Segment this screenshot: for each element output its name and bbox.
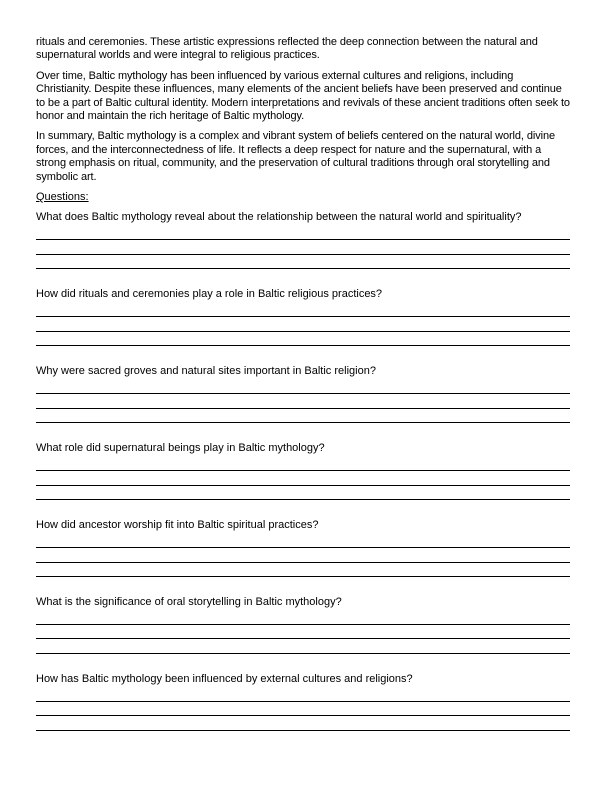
question-5 (36, 512, 570, 589)
answer-line[interactable] (36, 226, 570, 241)
answer-line[interactable] (36, 317, 570, 332)
question-text: How has Baltic mythology been influenced by external cultures and religions? (36, 672, 413, 685)
answer-line[interactable] (36, 486, 570, 501)
answer-line[interactable] (36, 610, 570, 625)
answer-line[interactable] (36, 255, 570, 270)
answer-lines[interactable] (36, 610, 570, 654)
question-text: How did rituals and ceremonies play a role in Baltic religious practices? (36, 288, 383, 301)
question-4 (36, 435, 570, 512)
questions-heading: Questions: (36, 191, 89, 204)
question-3 (36, 358, 570, 435)
answer-lines[interactable] (36, 303, 570, 347)
answer-line[interactable] (36, 409, 570, 424)
question-text: What does Baltic mythology reveal about the relationship between the natural world and spirituality? (36, 211, 522, 224)
answer-lines[interactable] (36, 687, 570, 731)
answer-line[interactable] (36, 240, 570, 255)
answer-line[interactable] (36, 457, 570, 472)
answer-line[interactable] (36, 471, 570, 486)
answer-lines[interactable] (36, 457, 570, 501)
answer-line[interactable] (36, 380, 570, 395)
question-text: Why were sacred groves and natural sites important in Baltic religion? (36, 365, 376, 378)
answer-line[interactable] (36, 716, 570, 731)
answer-line[interactable] (36, 332, 570, 347)
answer-line[interactable] (36, 625, 570, 640)
question-7 (36, 666, 570, 731)
passage-paragraph-3: In summary, Baltic mythology is a complex and vibrant system of beliefs centered on the natural world, divine forces, and the interconnectedness of life. It reflects a deep respect for nature and the supernatural, with a strong emphasis on ritual, community, and the preservation of cultural traditions through oral storytelling and symbolic art. (36, 130, 555, 183)
answer-lines[interactable] (36, 226, 570, 270)
answer-line[interactable] (36, 702, 570, 717)
answer-line[interactable] (36, 534, 570, 549)
passage-paragraph-1: rituals and ceremonies. These artistic expressions reflected the deep connection between the natural and supernatural worlds and were integral to religious practices. (36, 36, 538, 62)
answer-line[interactable] (36, 687, 570, 702)
question-1 (36, 204, 570, 281)
question-text: How did ancestor worship fit into Baltic spiritual practices? (36, 519, 319, 532)
answer-line[interactable] (36, 303, 570, 318)
answer-lines[interactable] (36, 534, 570, 578)
answer-line[interactable] (36, 639, 570, 654)
answer-lines[interactable] (36, 380, 570, 424)
answer-line[interactable] (36, 548, 570, 563)
question-text: What role did supernatural beings play in Baltic mythology? (36, 442, 325, 455)
answer-line[interactable] (36, 563, 570, 578)
worksheet-page (36, 36, 570, 731)
answer-line[interactable] (36, 394, 570, 409)
passage-paragraph-2: Over time, Baltic mythology has been influenced by various external cultures and religions, including Christianity. Despite these influences, many elements of the ancient beliefs have been preserved and continue to be a part of Baltic cultural identity. Modern interpretations and revivals of these ancient traditions often seek to honor and maintain the rich heritage of Baltic mythology. (36, 69, 570, 123)
question-2 (36, 281, 570, 358)
question-6 (36, 589, 570, 666)
question-text: What is the significance of oral storytelling in Baltic mythology? (36, 596, 342, 608)
